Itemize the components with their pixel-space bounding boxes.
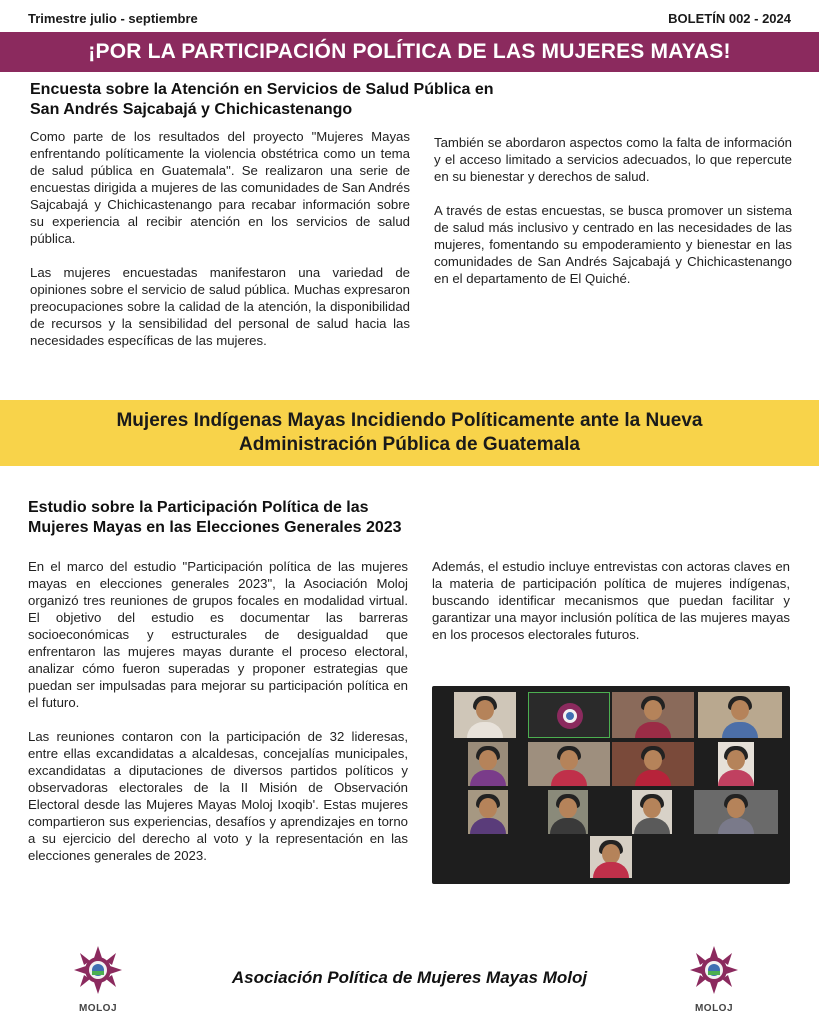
participant-tile: [468, 790, 508, 834]
organization-name: Asociación Política de Mujeres Mayas Moloj: [231, 968, 588, 987]
participant-tile: [590, 836, 632, 878]
bulletin-number: BOLETÍN 002 - 2024: [668, 10, 791, 26]
section1-title-line1: Encuesta sobre la Atención en Servicios de Salud Pública en: [30, 81, 494, 98]
section2-right-paragraph-1: Además, el estudio incluye entrevistas con actoras claves en la materia de participación política de mujeres indígenas, buscando identificar mecanismos que puedan facilitar y garantizar una mayor inclusión política de las mujeres mayas en los procesos electorales futuros.: [432, 559, 790, 642]
section1-title-line2: San Andrés Sajcabajá y Chichicastenango: [30, 101, 353, 118]
section1-left-column: [30, 128, 410, 366]
participant-tile: [612, 742, 694, 786]
participant-tile: [454, 692, 516, 738]
video-call-photo: [432, 686, 790, 884]
moloj-logo-icon: [682, 946, 746, 1002]
trimester-label: Trimestre julio - septiembre: [28, 10, 198, 26]
section1-right-paragraph-2: A través de estas encuestas, se busca promover un sistema de salud más inclusivo y centrado en las necesidades de las mujeres, fomentando su empoderamiento y bienestar en las comunidades de San Andrés Sajcabajá y Chichicastenango en el departamento de El Quiché.: [434, 203, 792, 286]
section2-left-column: [28, 558, 408, 881]
section2-title-line1: Estudio sobre la Participación Política de las: [28, 499, 369, 516]
section1-right-paragraph-1: También se abordaron aspectos como la falta de información y el acceso limitado a servicios adecuados, lo que repercute en su bienestar y derechos de salud.: [434, 135, 792, 184]
participant-logo-tile: [528, 692, 610, 738]
participant-tile: [528, 742, 610, 786]
main-banner-text: ¡POR LA PARTICIPACIÓN POLÍTICA DE LAS MUJERES MAYAS!: [88, 40, 731, 63]
secondary-banner: [0, 400, 819, 466]
section1-right-column: [434, 134, 792, 304]
participant-tile: [718, 742, 754, 786]
moloj-logo-label: MOLOJ: [694, 1003, 734, 1014]
participant-tile: [548, 790, 588, 834]
bulletin-header: [28, 8, 791, 28]
secondary-banner-line1: Mujeres Indígenas Mayas Incidiendo Políticamente ante la Nueva: [116, 410, 703, 431]
section1-left-paragraph-2: Las mujeres encuestadas manifestaron una variedad de opiniones sobre el servicio de salud pública. Muchas expresaron preocupaciones sobre la calidad de la atención, la disponibilidad de recursos y la sensibilidad del personal de salud hacia las necesidades específicas de las mujeres.: [30, 265, 410, 348]
moloj-logo-right: [682, 946, 746, 1014]
participant-tile: [632, 790, 672, 834]
moloj-logo-label: MOLOJ: [78, 1003, 118, 1014]
section2-right-column: [432, 558, 790, 660]
section2-left-paragraph-1: En el marco del estudio "Participación política de las mujeres mayas en elecciones generales 2023", la Asociación Moloj organizó tres reuniones de grupos focales en modalidad virtual. El objetivo del estudio es documentar las barreras socioeconómicas y estructurales de desigualdad que enfrentaron las mujeres mayas durante el proceso electoral, analizar cómo fueron superadas y proponer estrategias que puedan ser impulsadas para mejorar su participación política en el futuro.: [28, 559, 408, 710]
participant-tile: [694, 790, 778, 834]
section2-title-line2: Mujeres Mayas en las Elecciones Generales 2023: [28, 519, 402, 536]
main-banner: [0, 32, 819, 72]
section2-left-paragraph-2: Las reuniones contaron con la participación de 32 lideresas, entre ellas excandidatas a alcaldesas, concejalías municipales, excandidatas a diputaciones de diversos partidos políticos y observadoras electorales de la II Misión de Observación Electoral desde las Mujeres Mayas Moloj Ixoqib'. Estas mujeres compartieron sus experiencias, desafíos y aprendizajes en torno a su ejercicio del derecho al voto y la representación en las elecciones generales de 2023.: [28, 729, 408, 863]
section1-title: [30, 80, 590, 120]
moloj-logo-icon: [555, 701, 585, 731]
participant-tile: [698, 692, 782, 738]
section1-left-paragraph-1: Como parte de los resultados del proyecto "Mujeres Mayas enfrentando políticamente la violencia obstétrica como un tema de salud pública en Guatemala". Se realizaron una serie de encuestas dirigida a mujeres de las comunidades de San Andrés Sajcabajá y Chichicastenango para recabar información sobre su experiencia al recibir atención en los servicios de salud pública.: [30, 129, 410, 246]
section2-title: [28, 498, 488, 538]
participant-tile: [612, 692, 694, 738]
participant-tile: [468, 742, 508, 786]
secondary-banner-line2: Administración Pública de Guatemala: [238, 434, 581, 455]
